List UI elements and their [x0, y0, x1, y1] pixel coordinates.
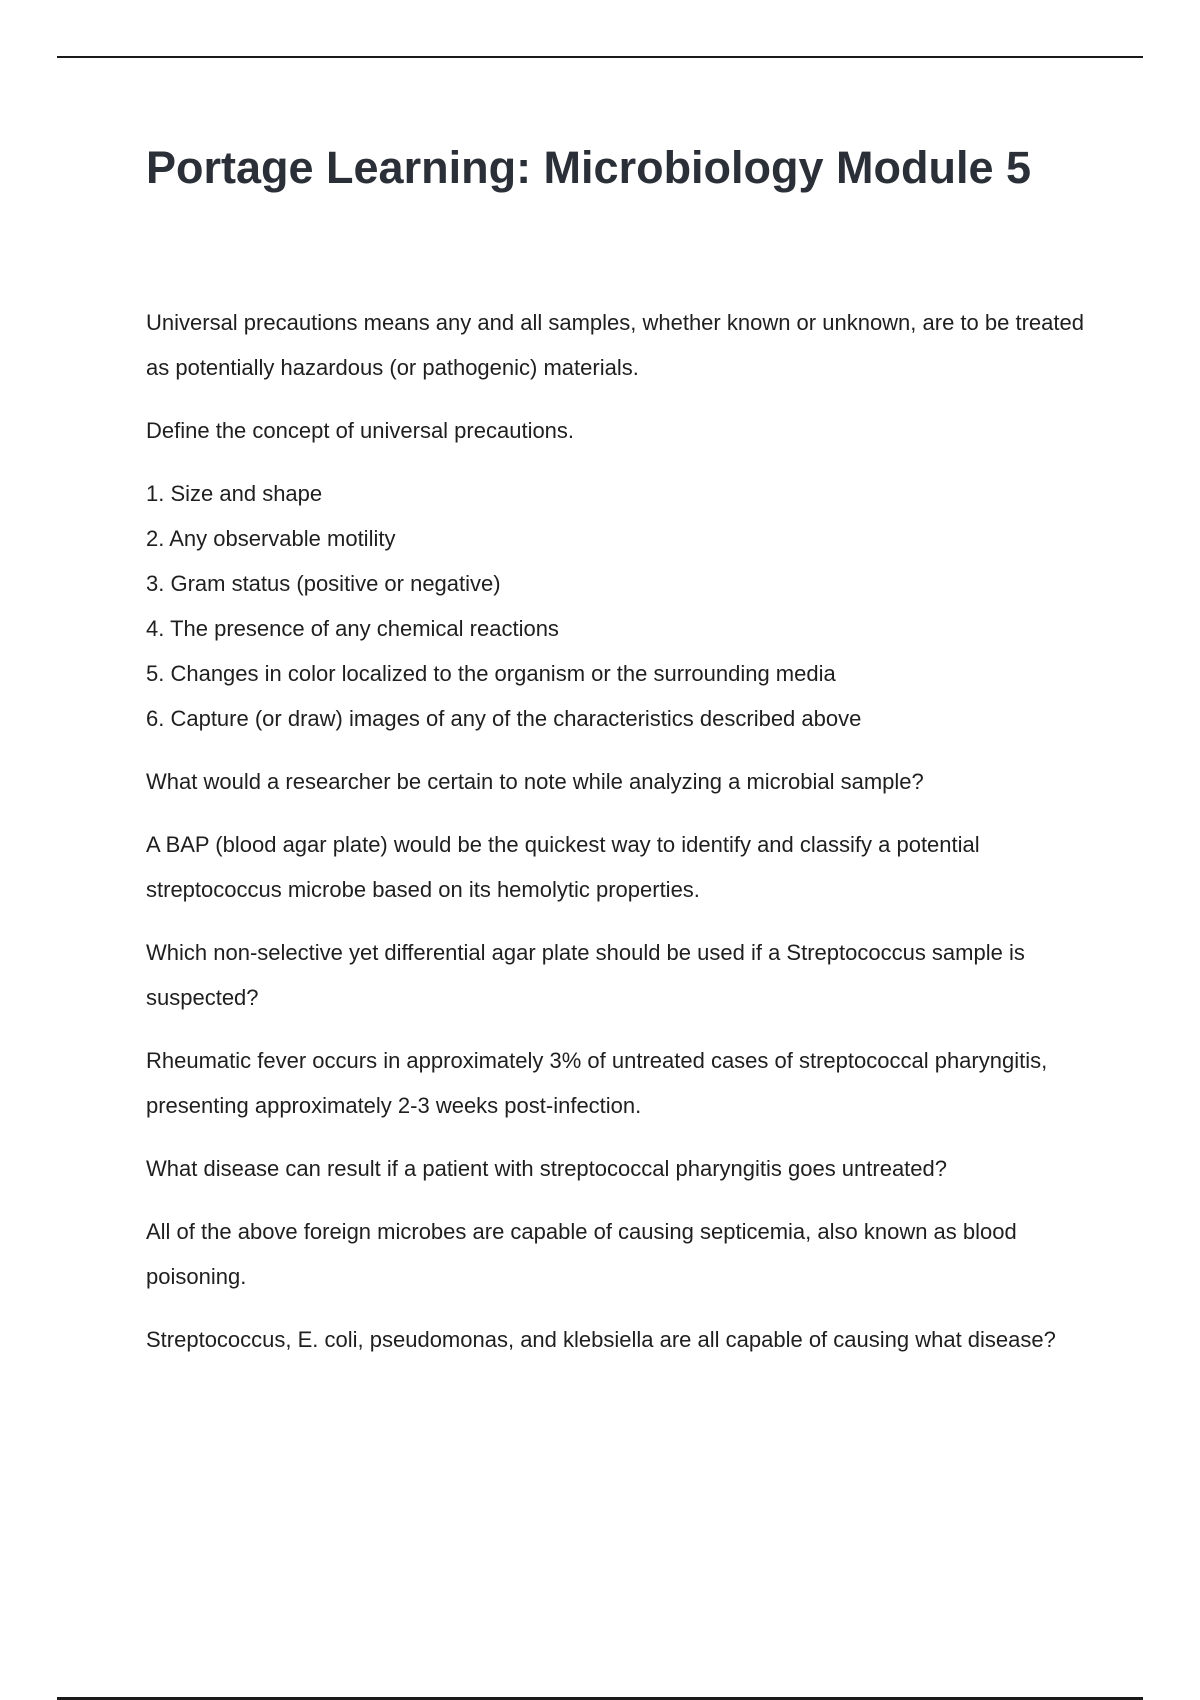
- answer-paragraph: Universal precautions means any and all samples, whether known or unknown, are to be treated as potentially hazardous (or pathogenic) materials.: [146, 310, 1084, 380]
- document-content: [146, 140, 1106, 1380]
- question-paragraph: Streptococcus, E. coli, pseudomonas, and klebsiella are all capable of causing what disease?: [146, 1327, 1056, 1352]
- question-paragraph: Which non-selective yet differential agar plate should be used if a Streptococcus sample is suspected?: [146, 940, 1025, 1010]
- answer-paragraph: A BAP (blood agar plate) would be the quickest way to identify and classify a potential streptococcus microbe based on its hemolytic properties.: [146, 832, 980, 902]
- list-item: 6. Capture (or draw) images of any of the characteristics described above: [146, 706, 862, 731]
- characteristics-list: [146, 471, 1106, 741]
- question-paragraph: What disease can result if a patient with streptococcal pharyngitis goes untreated?: [146, 1156, 948, 1181]
- list-item: 5. Changes in color localized to the organism or the surrounding media: [146, 661, 836, 686]
- list-item: 3. Gram status (positive or negative): [146, 571, 501, 596]
- list-item: 2. Any observable motility: [146, 526, 396, 551]
- document-title: Portage Learning: Microbiology Module 5: [146, 142, 1032, 193]
- document-body: [146, 300, 1106, 1362]
- question-paragraph: What would a researcher be certain to note while analyzing a microbial sample?: [146, 769, 924, 794]
- list-item: 4. The presence of any chemical reactions: [146, 616, 559, 641]
- answer-paragraph: Rheumatic fever occurs in approximately 3% of untreated cases of streptococcal pharyngitis, presenting approximately 2-3 weeks post-infection.: [146, 1048, 1048, 1118]
- answer-paragraph: All of the above foreign microbes are capable of causing septicemia, also known as blood poisoning.: [146, 1219, 1017, 1289]
- top-divider: [57, 56, 1143, 58]
- list-item: 1. Size and shape: [146, 481, 323, 506]
- question-paragraph: Define the concept of universal precautions.: [146, 418, 575, 443]
